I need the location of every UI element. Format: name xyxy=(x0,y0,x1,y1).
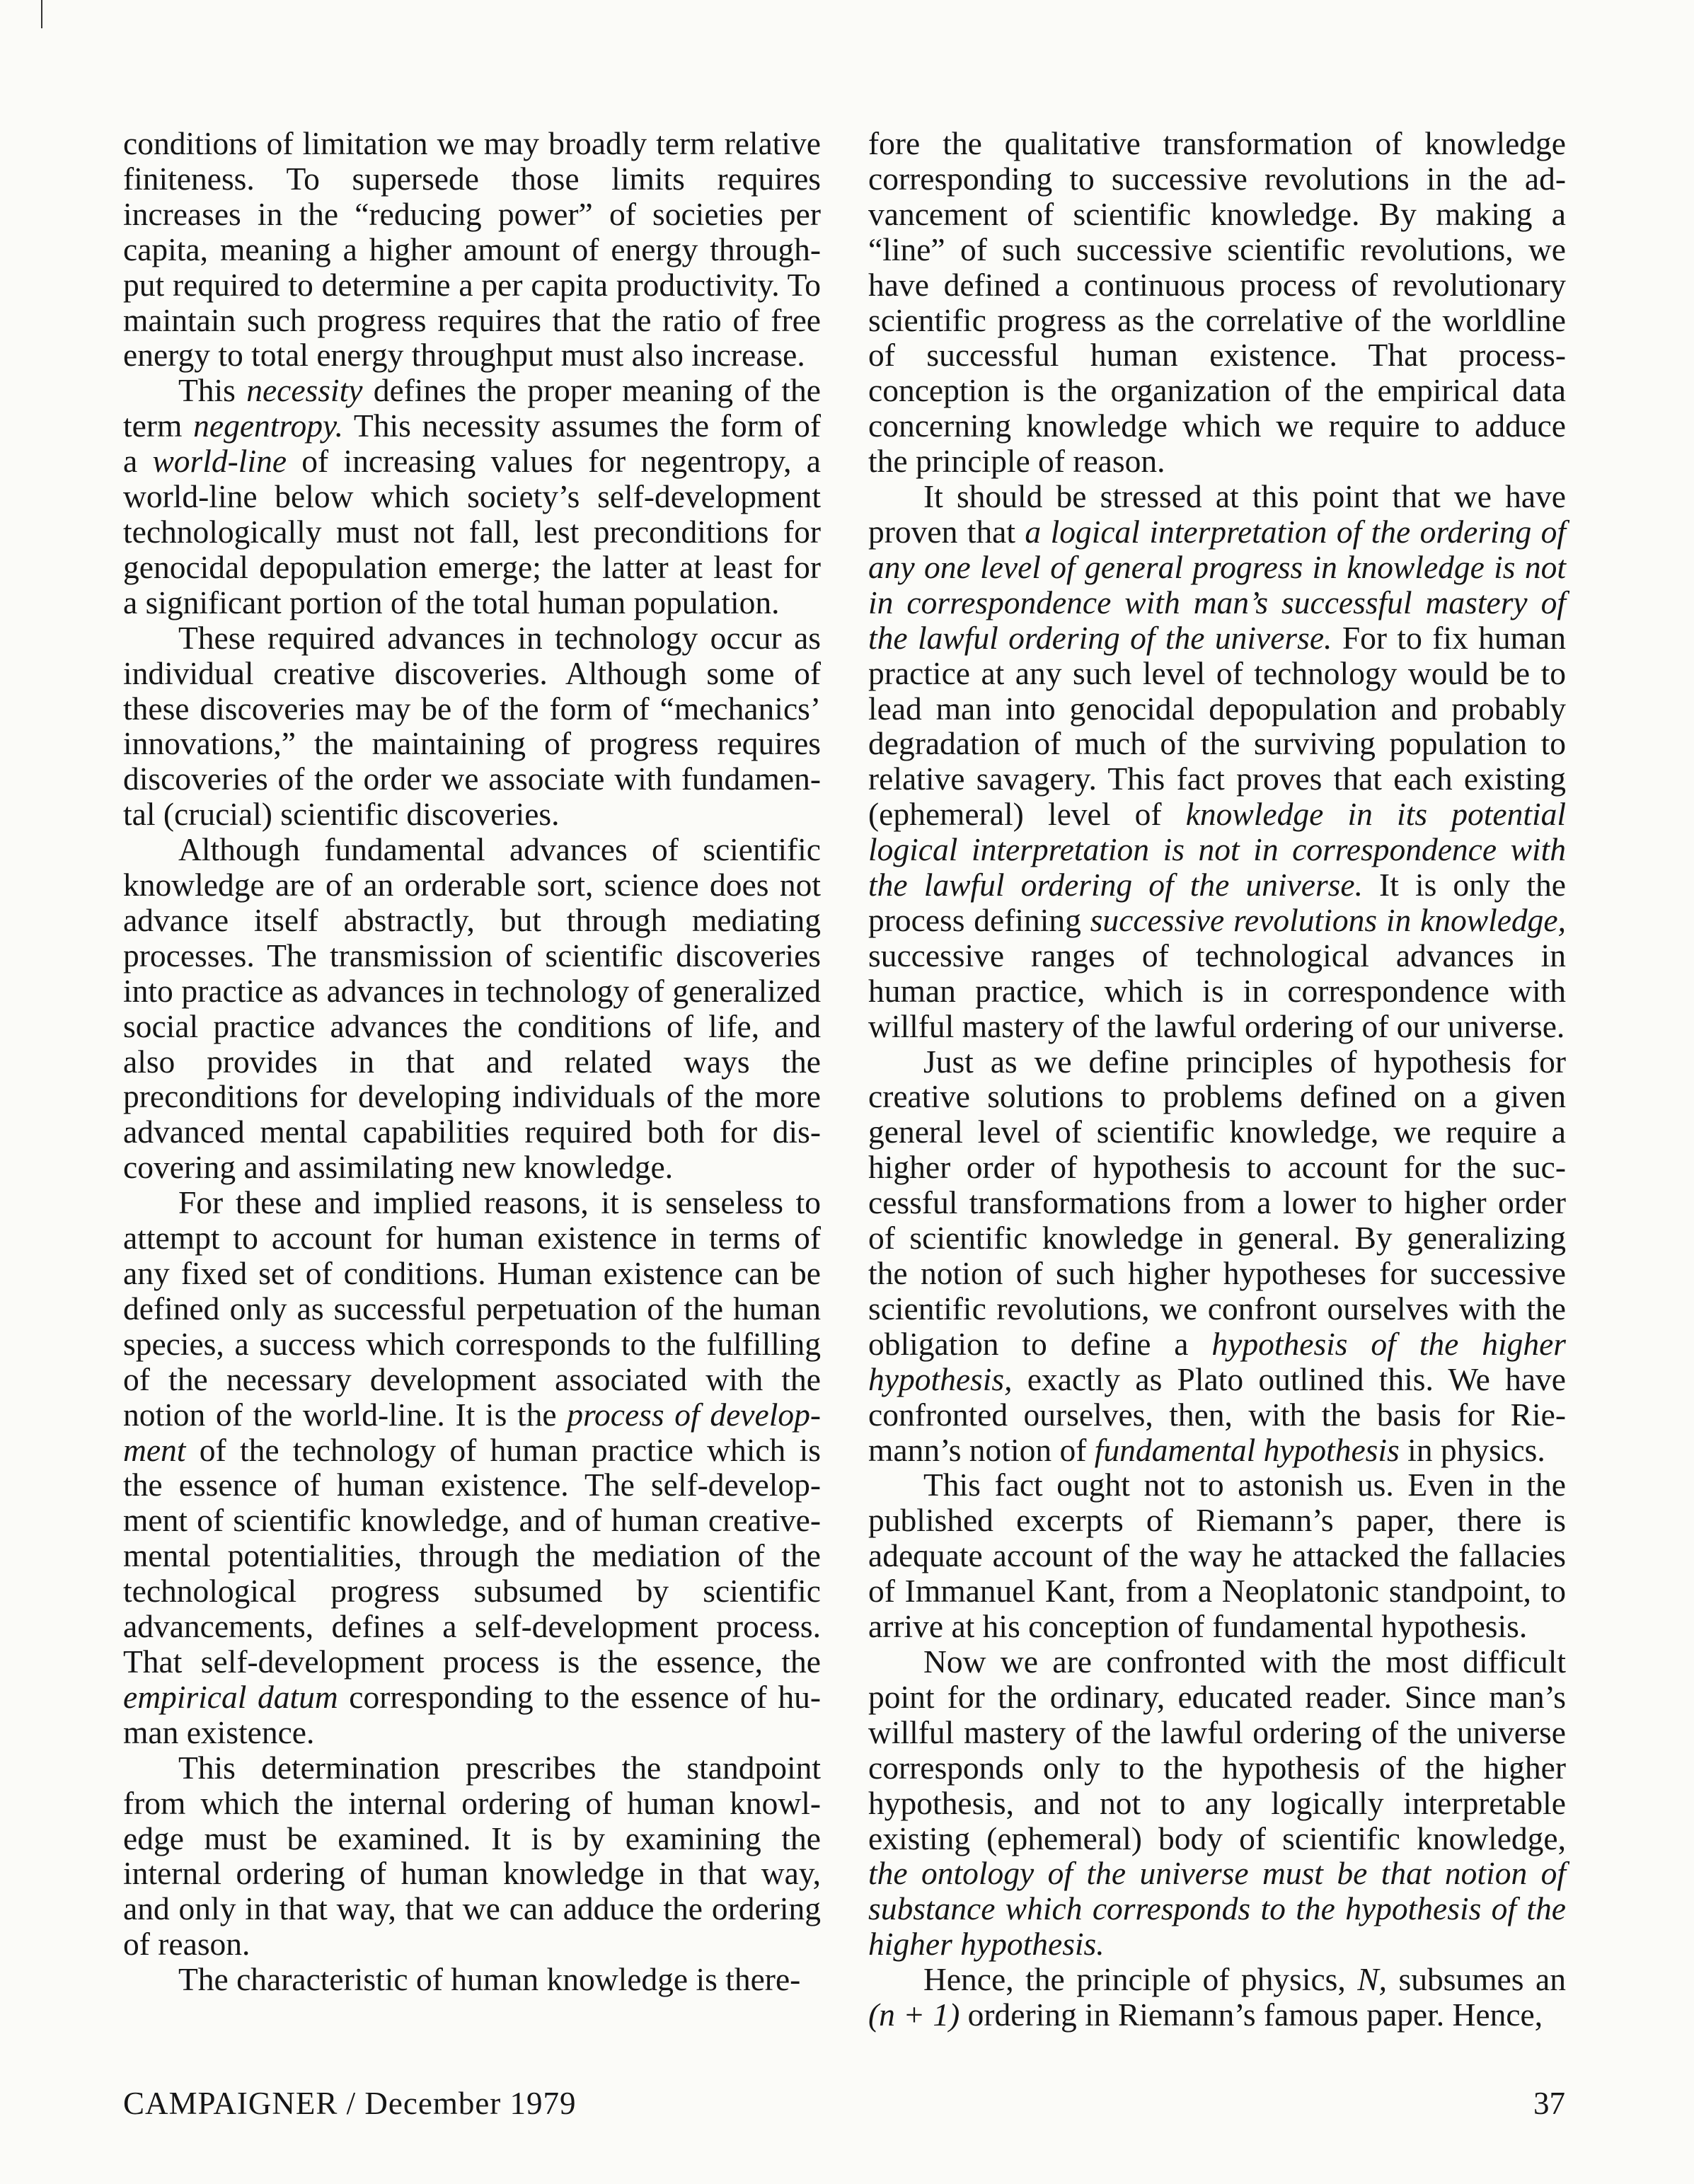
paragraph: conditions of limitation we may broadly term relative finiteness. To supersede those limits requires increases in the “reducing power” of societies per capita, meaning a higher amount of energy throughput required to determine a per capita productivity. To maintain such progress requires that the ratio of free energy to total energy throughput must also increase. xyxy=(123,125,821,374)
paragraph: This fact ought not to astonish us. Even in the published excerpts of Riemann’s paper, there is adequate account of the way he attacked the fallacies of Immanuel Kant, from a Neoplatonic standpoint, to arrive at his conception of fundamental hypothesis. xyxy=(868,1467,1566,1645)
paragraph: This necessity defines the proper meaning of the term negentropy. This necessity assumes the form of a world-line of increasing values for negentropy, a world-line below which society’s self-development technologically must not fall, lest preconditions for genocidal depopulation emerge; the latter at least for a significant portion of the total human population. xyxy=(123,372,821,620)
left-column xyxy=(123,126,821,1997)
page-number: 37 xyxy=(1533,2086,1565,2121)
paragraph: This determination prescribes the standpoint from which the internal ordering of human knowledge must be examined. It is by examining the internal ordering of human knowledge in that way, and only in that way, that we can adduce the ordering of reason. xyxy=(123,1749,821,1963)
paragraph: These required advances in technology occur as individual creative discoveries. Although some of these discoveries may be of the form of “mechanics’ innovations,” the maintaining of progress requires discoveries of the order we associate with fundamental (crucial) scientific discoveries. xyxy=(123,619,821,833)
paragraph: fore the qualitative transformation of knowledge corresponding to successive revolutions in the advancement of scientific knowledge. By making a “line” of such successive scientific revolutions, we have defined a continuous process of revolutionary scientific progress as the correlative of the worldline of successful human existence. That process-conception is the organization of the empirical data concerning knowledge which we require to adduce the principle of reason. xyxy=(868,125,1566,480)
paragraph: Just as we define principles of hypothesis for creative solutions to problems defined on a given general level of scientific knowledge, we require a higher order of hypothesis to account for the successful transformations from a lower to higher order of scientific knowledge in general. By generalizing the notion of such higher hypotheses for successive scientific revolutions, we confront ourselves with the obligation to define a hypothesis of the higher hypothesis, exactly as Plato outlined this. We have confronted ourselves, then, with the basis for Riemann’s notion of fundamental hypothesis in physics. xyxy=(868,1043,1567,1468)
paragraph: For these and implied reasons, it is senseless to attempt to account for human existence in terms of any fixed set of conditions. Human existence can be defined only as successful perpetuation of the human species, a success which corresponds to the fulfilling of the necessary development associated with the notion of the world-line. It is the process of development of the technology of human practice which is the essence of human existence. The self-development of scientific knowledge, and of human creative-mental potentialities, through the mediation of the technological progress subsumed by scientific advancements, defines a self-development process. That self-development process is the essence, the empirical datum corresponding to the essence of human existence. xyxy=(123,1184,821,1750)
crop-mark xyxy=(41,0,42,28)
paragraph: Hence, the principle of physics, N, subsumes an (n + 1) ordering in Riemann’s famous paper. Hence, xyxy=(868,1961,1566,2033)
paragraph: Although fundamental advances of scientific knowledge are of an orderable sort, science does not advance itself abstractly, but through mediating processes. The transmission of scientific discoveries into practice as advances in technology of generalized social practice advances the conditions of life, and also provides in that and related ways the preconditions for developing individuals of the more advanced mental capabilities required both for discovering and assimilating new knowledge. xyxy=(123,831,821,1186)
paragraph: It should be stressed at this point that we have proven that a logical interpretation of the ordering of any one level of general progress in knowledge is not in correspondence with man’s successful mastery of the lawful ordering of the universe. For to fix human practice at any such level of technology would be to lead man into genocidal depopulation and probably degradation of much of the surviving population to relative savagery. This fact proves that each existing (ephemeral) level of knowledge in its potential logical interpretation is not in correspondence with the lawful ordering of the universe. It is only the process defining successive revolutions in knowledge, successive ranges of technological advances in human practice, which is in correspondence with willful mastery of the lawful ordering of our universe. xyxy=(868,478,1567,1044)
publication-line: CAMPAIGNER / December 1979 xyxy=(123,2086,577,2121)
paragraph: Now we are confronted with the most difficult point for the ordinary, educated reader. Since man’s willful mastery of the lawful ordering of the universe corresponds only to the hypothesis of the higher hypothesis, and not to any logically interpretable existing (ephemeral) body of scientific knowledge, the ontology of the universe must be that notion of substance which corresponds to the hypothesis of the higher hypothesis. xyxy=(868,1643,1566,1963)
paragraph: The characteristic of human knowledge is there- xyxy=(178,1961,801,1998)
right-column xyxy=(868,126,1566,2033)
